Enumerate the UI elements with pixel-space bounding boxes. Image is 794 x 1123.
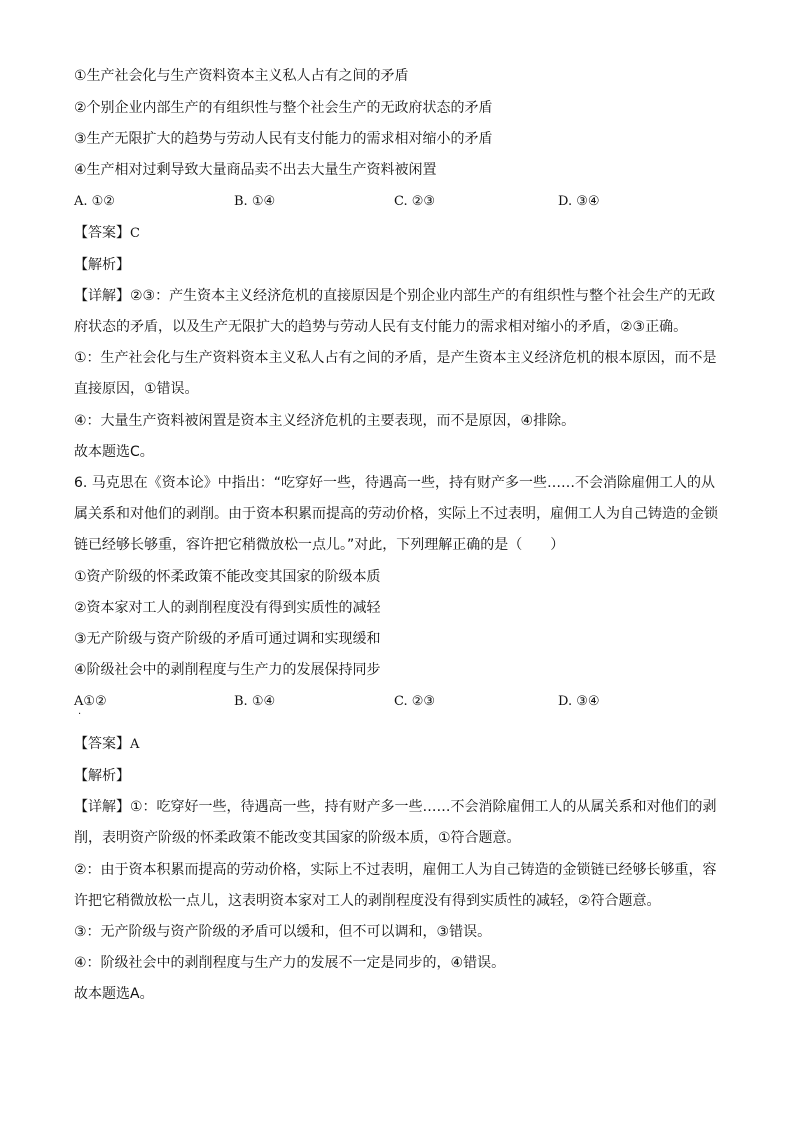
q5-detail-1: [74, 281, 724, 343]
q6-option-b: B. ①④: [234, 694, 276, 709]
q6-analysis-tag: 【解析】: [74, 768, 130, 784]
q6-conclusion: 故本题选A。: [74, 986, 154, 1002]
q5-option-b: B. ①④: [234, 194, 276, 209]
q5-option-d: D. ③④: [558, 194, 600, 209]
q5-detail-2: ①：生产社会化与生产资料资本主义私人占有之间的矛盾，是产生资本主义经济危机的根本原因，而不是直接原因，①错误。: [74, 350, 717, 397]
q5-item-3: ③生产无限扩大的趋势与劳动人民有支付能力的需求相对缩小的矛盾: [74, 131, 493, 147]
answer-value: C: [130, 226, 140, 241]
stray-mark: ·: [78, 709, 82, 720]
q5-item-2: ②个别企业内部生产的有组织性与整个社会生产的无政府状态的矛盾: [74, 100, 493, 116]
q6-item-2: ②资本家对工人的剥削程度没有得到实质性的减轻: [74, 600, 381, 616]
detail-tag: 【详解】: [74, 799, 130, 815]
q5-detail-3: ④：大量生产资料被闲置是资本主义经济危机的主要表现，而不是原因，④排除。: [74, 413, 576, 429]
q6-stem: 6. 马克思在《资本论》中指出：“吃穿好一些，待遇高一些，持有财产多一些……不会消除雇佣工人的从属关系和对他们的剥削。由于资本积累而提高的劳动价格，实际上不过表明，雇佣工人为自己铸造的金锁链已经够长够重，容许把它稍微放松一点儿。”对此，下列理解正确的是（ ）: [74, 475, 718, 553]
q6-detail-3: ③：无产阶级与资产阶级的矛盾可以缓和，但不可以调和，③错误。: [74, 924, 492, 940]
detail-tag: 【详解】: [74, 288, 130, 304]
q5-answer: [74, 223, 140, 244]
answer-tag: 【答案】: [74, 225, 130, 241]
q6-option-d: D. ③④: [558, 694, 600, 709]
q6-item-3: ③无产阶级与资产阶级的矛盾可通过调和实现缓和: [74, 631, 381, 647]
detail-text: ①：吃穿好一些，待遇高一些，持有财产多一些……不会消除雇佣工人的从属关系和对他们的剥削，表明资产阶级的怀柔政策不能改变其国家的阶级本质，①符合题意。: [74, 799, 717, 846]
answer-tag: 【答案】: [74, 736, 130, 752]
q6-detail-4: ④：阶级社会中的剥削程度与生产力的发展不一定是同步的，④错误。: [74, 955, 506, 971]
detail-text: ②③：产生资本主义经济危机的直接原因是个别企业内部生产的有组织性与整个社会生产的无政府状态的矛盾，以及生产无限扩大的趋势与劳动人民有支付能力的需求相对缩小的矛盾，②③正确。: [74, 288, 716, 335]
q6-detail-2: ②：由于资本积累而提高的劳动价格，实际上不过表明，雇佣工人为自己铸造的金锁链已经够长够重，容许把它稍微放松一点儿，这表明资本家对工人的剥削程度没有得到实质性的减轻，②符合题意。: [74, 862, 717, 909]
q5-conclusion: 故本题选C。: [74, 444, 154, 460]
q6-answer: [74, 734, 139, 755]
q6-option-a: A①②: [74, 694, 107, 709]
q6-option-c: C. ②③: [394, 694, 436, 709]
answer-value: A: [130, 737, 140, 752]
q6-detail-1: [74, 792, 724, 854]
q5-option-c: C. ②③: [394, 194, 436, 209]
q6-item-4: ④阶级社会中的剥削程度与生产力的发展保持同步: [74, 662, 381, 678]
q5-item-4: ④生产相对过剩导致大量商品卖不出去大量生产资料被闲置: [74, 162, 437, 178]
q5-option-a: A. ①②: [74, 194, 115, 209]
q6-item-1: ①资产阶级的怀柔政策不能改变其国家的阶级本质: [74, 569, 381, 585]
q5-item-1: ①生产社会化与生产资料资本主义私人占有之间的矛盾: [74, 68, 409, 84]
q5-analysis-tag: 【解析】: [74, 257, 130, 273]
